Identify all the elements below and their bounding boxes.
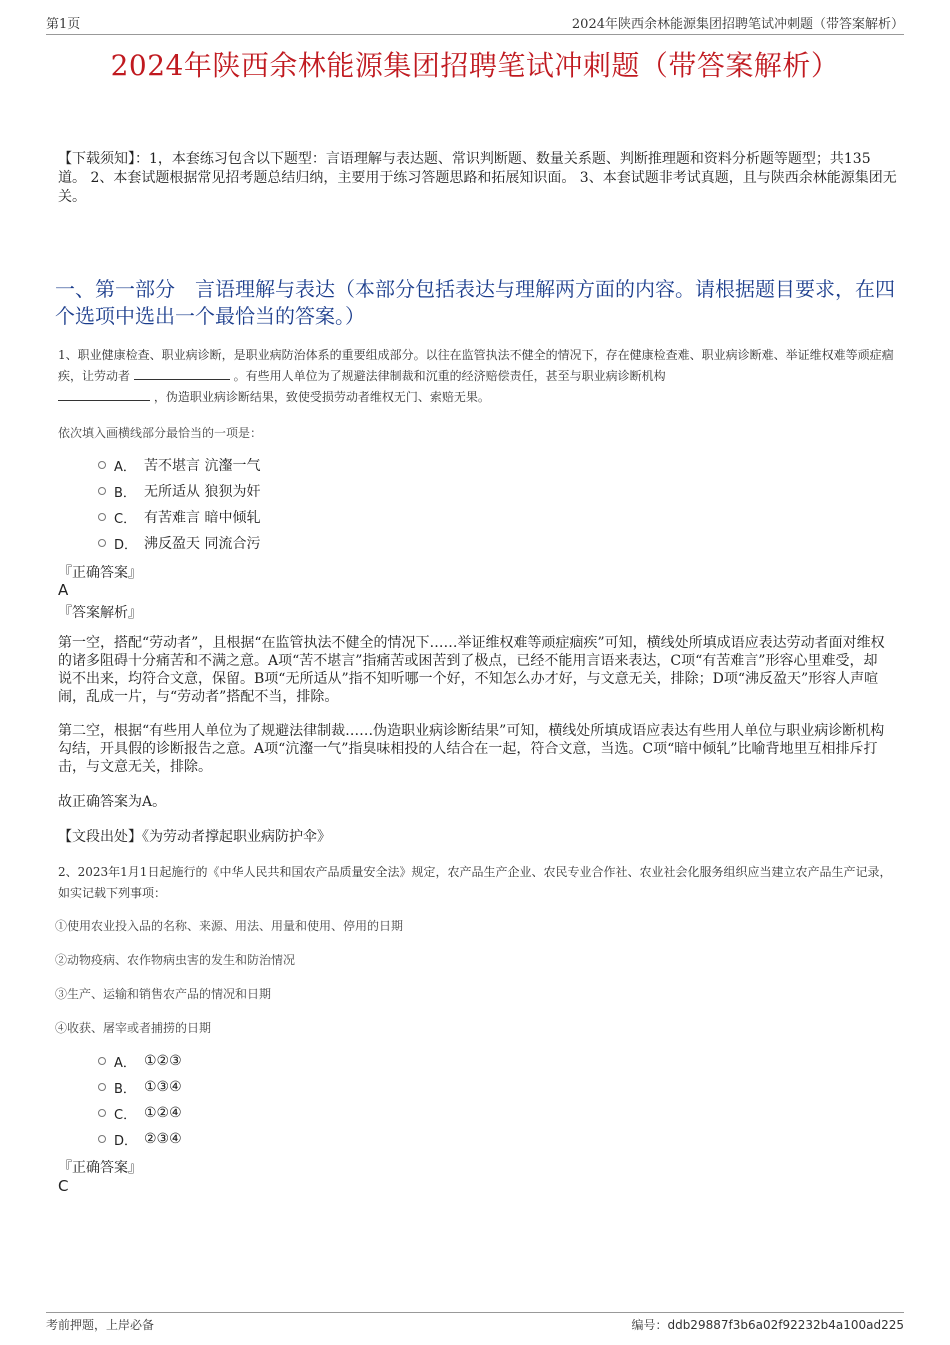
question-1-option-b[interactable] <box>98 478 260 504</box>
passage-source: 【文段出处】《为劳动者撑起职业病防护伞》 <box>58 829 331 845</box>
question-1-option-d[interactable] <box>98 530 260 556</box>
question-2-option-d[interactable] <box>98 1126 182 1152</box>
question-1-stem-part-a: 1、职业健康检查、职业病诊断，是职业病防治体系的重要组成部分。以往在监管执法不健全的情况下，存在健康检查难、职业病诊断难、举证维权难等顽症痼疾，让劳动者 <box>58 348 894 383</box>
radio-icon[interactable] <box>98 1057 106 1065</box>
footer-slogan: 考前押题，上岸必备 <box>46 1318 155 1332</box>
record-item-2: ②动物疫病、农作物病虫害的发生和防治情况 <box>55 953 296 967</box>
answer-blank-2 <box>58 388 150 401</box>
question-1-prompt: 依次填入画横线部分最恰当的一项是： <box>58 426 263 440</box>
option-text: ②③④ <box>144 1131 182 1147</box>
footer-code: ddb29887f3b6a02f92232b4a100ad225 <box>667 1318 904 1332</box>
option-letter: C． <box>114 511 137 527</box>
page-footer <box>46 1312 904 1333</box>
analysis-paragraph-1: 第一空，搭配“劳动者”，且根据“在监管执法不健全的情况下……举证维权难等顽症痼疾”可知，横线处所填成语应表达劳动者面对维权的诸多阻碍十分痛苦和不满之意。A项“苦不堪言”指痛苦或困苦到了极点，已经不能用言语来表达，C项“有苦难言”形容心里难受，却说不出来，均符合文意，保留。B项“无所适从”指不知听哪一个好，不知怎么办才好，与文意无关，排除；D项“沸反盈天”形容人声喧闹，乱成一片，与“劳动者”搭配不当，排除。 <box>58 635 885 705</box>
option-text: 无所适从 狼狈为奸 <box>144 484 261 500</box>
analysis-conclusion: 故正确答案为A。 <box>58 794 167 810</box>
radio-icon[interactable] <box>98 1083 106 1091</box>
option-text: 有苦难言 暗中倾轧 <box>144 510 261 526</box>
option-text: ①③④ <box>144 1079 182 1095</box>
question-1-options <box>98 452 260 556</box>
radio-icon[interactable] <box>98 513 106 521</box>
option-text: 苦不堪言 沆瀣一气 <box>144 458 261 474</box>
footer-code-wrap <box>631 1316 904 1333</box>
page-header <box>46 14 904 35</box>
analysis-paragraph-2: 第二空，根据“有些用人单位为了规避法律制裁……伪造职业病诊断结果”可知，横线处所填成语应表达有些用人单位与职业病诊断机构勾结，开具假的诊断报告之意。A项“沆瀣一气”指臭味相投的人结合在一起，符合文意，当选。C项“暗中倾轧”比喻背地里互相排斥打击，与文意无关，排除。 <box>58 723 885 775</box>
radio-icon[interactable] <box>98 461 106 469</box>
question-1-stem-part-b: 。有些用人单位为了规避法律制裁和沉重的经济赔偿责任，甚至与职业病诊断机构 <box>233 369 666 383</box>
option-text: ①②④ <box>144 1105 182 1121</box>
correct-answer-label: 『正确答案』 <box>58 565 142 581</box>
header-doc-title: 2024年陕西余林能源集团招聘笔试冲刺题（带答案解析） <box>571 17 904 32</box>
question-2-stem: 2、2023年1月1日起施行的《中华人民共和国农产品质量安全法》规定，农产品生产企业、农民专业合作社、农业社会化服务组织应当建立农产品生产记录，如实记载下列事项： <box>58 865 892 900</box>
page-number: 第1页 <box>46 17 81 32</box>
footer-code-label: 编号： <box>631 1318 668 1332</box>
correct-answer-value: A <box>58 581 69 599</box>
option-letter: B． <box>114 1081 136 1097</box>
question-2-option-b[interactable] <box>98 1074 182 1100</box>
option-letter: B． <box>114 485 136 501</box>
download-notice: 【下载须知】：1，本套练习包含以下题型：言语理解与表达题、常识判断题、数量关系题、判断推理题和资料分析题等题型；共135道。 2、本套试题根据常见招考题总结归纳，主要用于练习答题思路和拓展知识面。 3、本套试题非考试真题，且与陕西余林能源集团无关。 <box>58 151 897 205</box>
option-letter: D． <box>114 1133 138 1149</box>
option-text: 沸反盈天 同流合污 <box>144 536 261 552</box>
record-item-1: ①使用农业投入品的名称、来源、用法、用量和使用、停用的日期 <box>55 919 404 933</box>
correct-answer-label: 『正确答案』 <box>58 1160 142 1176</box>
radio-icon[interactable] <box>98 487 106 495</box>
option-letter: C． <box>114 1107 137 1123</box>
radio-icon[interactable] <box>98 1135 106 1143</box>
question-1-option-a[interactable] <box>98 452 260 478</box>
question-2-options <box>98 1048 182 1152</box>
option-letter: D． <box>114 537 138 553</box>
question-1-stem <box>58 345 903 408</box>
document-title: 2024年陕西余林能源集团招聘笔试冲刺题（带答案解析） <box>110 49 840 82</box>
option-letter: A． <box>114 1055 136 1071</box>
answer-blank-1 <box>134 367 230 380</box>
question-1-stem-part-c: ，伪造职业病诊断结果，致使受损劳动者维权无门、索赔无果。 <box>153 390 490 404</box>
radio-icon[interactable] <box>98 539 106 547</box>
section-heading: 一、第一部分 言语理解与表达（本部分包括表达与理解两方面的内容。请根据题目要求，在四个选项中选出一个最恰当的答案。） <box>55 277 895 328</box>
question-1-option-c[interactable] <box>98 504 260 530</box>
correct-answer-value: C <box>58 1177 69 1195</box>
option-letter: A． <box>114 459 136 475</box>
analysis-label: 『答案解析』 <box>58 605 142 621</box>
record-item-4: ④收获、屠宰或者捕捞的日期 <box>55 1021 212 1035</box>
record-item-3: ③生产、运输和销售农产品的情况和日期 <box>55 987 272 1001</box>
question-2-option-a[interactable] <box>98 1048 182 1074</box>
radio-icon[interactable] <box>98 1109 106 1117</box>
option-text: ①②③ <box>144 1053 182 1069</box>
question-2-option-c[interactable] <box>98 1100 182 1126</box>
